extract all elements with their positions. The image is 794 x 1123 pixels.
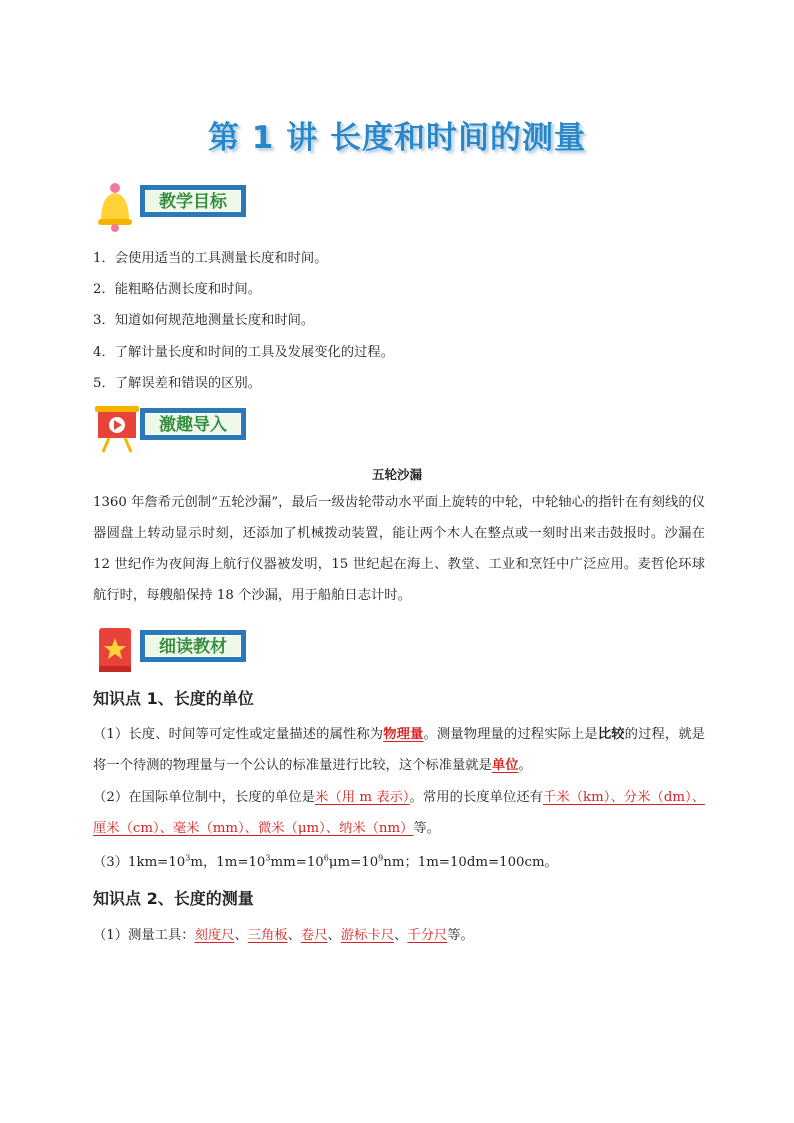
objective-item: 3．知道如何规范地测量长度和时间。: [93, 313, 315, 328]
objective-item: 5．了解误差和错误的区别。: [93, 376, 262, 391]
text: 。测量物理量的过程实际上是: [423, 727, 598, 742]
text: 。: [518, 758, 532, 773]
story-heading: 五轮沙漏: [371, 467, 422, 482]
exponent: 9: [378, 853, 384, 863]
tool-term: 卷尺: [300, 928, 328, 943]
presentation-board-icon: [93, 404, 141, 454]
key-term: 千米（km）、分米（dm）、厘米（cm）、毫米（mm）、微米（μm）、纳米（nm）: [93, 790, 705, 836]
emphasis: 比较: [597, 727, 625, 742]
section-banner-objectives: [93, 181, 253, 221]
section-tag: [140, 185, 246, 217]
key-term: 单位: [491, 758, 519, 773]
text: （2）在国际单位制中，长度的单位是: [93, 790, 316, 805]
text: （1）长度、时间等可定性或定量描述的属性称为: [93, 727, 384, 742]
text: （3）1km=10: [93, 855, 186, 870]
story-body: 1360 年詹希元创制“五轮沙漏”，最后一级齿轮带动水平面上旋转的中轮，中轮轴心的指针在有刻线的仪器圆盘上转动显示时刻，还添加了机械拨动装置，能让两个木人在整点或一刻时出来击鼓报时。沙漏在 12 世纪作为夜间海上航行仪器被发明，15 世纪起在海上、教堂、工业和烹饪中广泛应用。麦哲伦环球航行时，每艘船保持 18 个沙漏，用于船舶日志计时。: [93, 495, 705, 603]
text: （1）测量工具：: [93, 928, 195, 943]
tool-term: 游标卡尺: [340, 928, 394, 943]
text: 。常用的长度单位还有: [409, 790, 544, 805]
tool-term: 刻度尺: [194, 928, 235, 943]
objective-item: 4．了解计量长度和时间的工具及发展变化的过程。: [93, 345, 394, 360]
text: 的过程，就是将一个待测的物理量与一个公认的标准量进行比较，这个标准量就是: [93, 727, 706, 773]
objective-item: 2．能粗略估测长度和时间。: [93, 282, 262, 297]
exponent: 6: [323, 853, 329, 863]
text: 等。: [413, 821, 440, 836]
section-tag: [140, 630, 246, 662]
text: m，1m=10: [190, 855, 266, 870]
kp1-paragraph-2: [93, 782, 705, 844]
text: 等。: [447, 928, 474, 943]
exponent: 3: [185, 853, 191, 863]
key-term: 米（用 m 表示）: [315, 790, 410, 805]
kp1-paragraph-1: [93, 719, 705, 781]
objective-item: 1．会使用适当的工具测量长度和时间。: [93, 251, 328, 266]
separator: 、: [234, 928, 248, 943]
separator: 、: [394, 928, 408, 943]
tool-term: 千分尺: [407, 928, 448, 943]
section-banner-reading: [93, 626, 253, 666]
text: nm；1m=10dm=100cm。: [383, 855, 558, 870]
section-tag-label: 教学目标: [145, 190, 241, 212]
section-banner-intro: [93, 404, 253, 444]
text: μm=10: [328, 855, 379, 870]
bell-icon: [93, 181, 139, 233]
separator: 、: [327, 928, 341, 943]
section-tag: [140, 408, 246, 440]
kp1-paragraph-3: [93, 851, 558, 870]
section-tag-label: 激趣导入: [145, 413, 241, 435]
text: mm=10: [270, 855, 324, 870]
tool-term: 三角板: [247, 928, 288, 943]
separator: 、: [287, 928, 301, 943]
knowledge-point-heading: 知识点 2、长度的测量: [93, 889, 254, 908]
knowledge-point-heading: 知识点 1、长度的单位: [93, 689, 254, 708]
kp2-paragraph-1: [93, 924, 474, 943]
key-term: 物理量: [383, 727, 424, 742]
exponent: 3: [265, 853, 271, 863]
book-icon: [93, 626, 137, 676]
section-tag-label: 细读教材: [145, 635, 241, 657]
page-title: 第 1 讲 长度和时间的测量: [208, 120, 586, 156]
